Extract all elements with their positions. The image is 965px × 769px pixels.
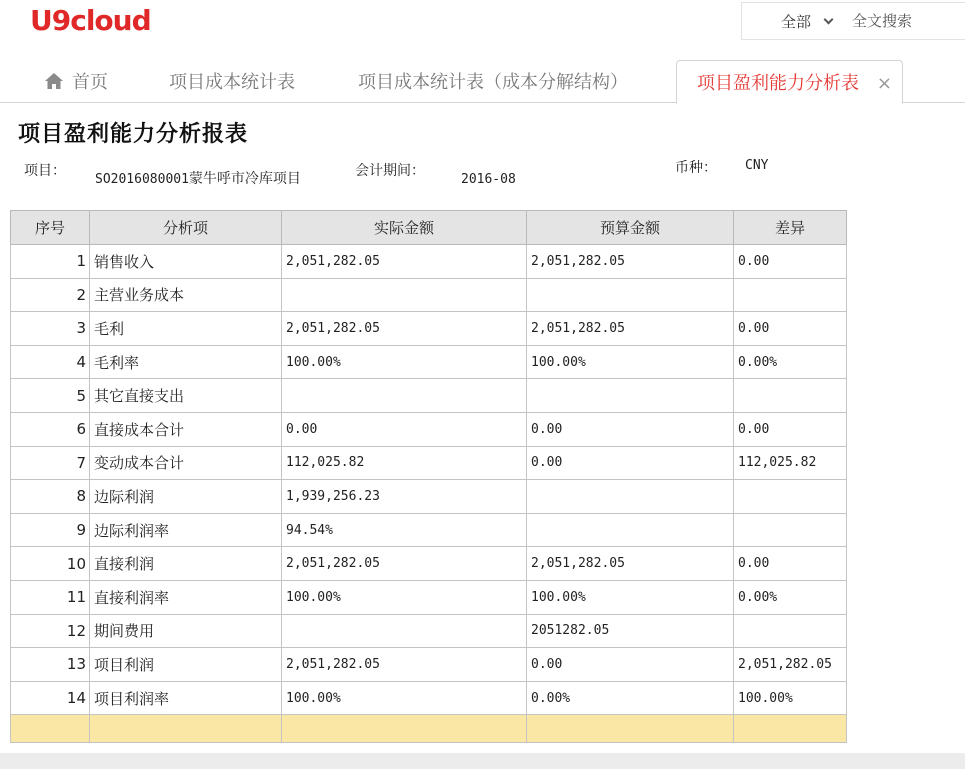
cell-variance — [734, 278, 847, 312]
cell-actual: 94.54% — [282, 513, 527, 547]
header-variance[interactable]: 差异 — [734, 211, 847, 245]
total-cell — [90, 715, 282, 743]
cell-item: 边际利润 — [90, 480, 282, 514]
cell-seq: 5 — [11, 379, 90, 413]
cell-actual: 2,051,282.05 — [282, 245, 527, 279]
cell-actual: 2,051,282.05 — [282, 547, 527, 581]
cell-budget: 0.00 — [527, 446, 734, 480]
cell-budget: 2,051,282.05 — [527, 245, 734, 279]
profitability-table — [10, 210, 847, 743]
project-label: 项目： — [24, 163, 66, 179]
header-seq[interactable]: 序号 — [11, 211, 90, 245]
cell-item: 项目利润 — [90, 648, 282, 682]
project-value — [95, 168, 301, 188]
table-row[interactable] — [11, 513, 847, 547]
home-icon — [44, 62, 64, 108]
cell-actual: 0.00 — [282, 412, 527, 446]
cell-item: 直接成本合计 — [90, 412, 282, 446]
cell-budget: 2,051,282.05 — [527, 547, 734, 581]
cell-actual — [282, 614, 527, 648]
cell-seq: 6 — [11, 412, 90, 446]
total-cell — [527, 715, 734, 743]
period-value: 2016-08 — [461, 172, 516, 187]
tab-project-profitability[interactable] — [676, 60, 903, 104]
cell-variance: 2,051,282.05 — [734, 648, 847, 682]
tab-project-profitability-label: 项目盈利能力分析表 — [697, 73, 859, 94]
project-code: SO2016080001 — [95, 172, 189, 187]
cell-actual: 100.00% — [282, 580, 527, 614]
cell-budget: 0.00 — [527, 412, 734, 446]
table-row[interactable] — [11, 278, 847, 312]
cell-item: 毛利 — [90, 312, 282, 346]
table-row[interactable] — [11, 580, 847, 614]
cell-budget — [527, 379, 734, 413]
cell-actual: 2,051,282.05 — [282, 312, 527, 346]
cell-variance — [734, 614, 847, 648]
table-row[interactable] — [11, 681, 847, 715]
cell-item: 其它直接支出 — [90, 379, 282, 413]
cell-budget: 100.00% — [527, 345, 734, 379]
cell-item: 直接利润 — [90, 547, 282, 581]
cell-budget: 2051282.05 — [527, 614, 734, 648]
table-row[interactable] — [11, 412, 847, 446]
cell-variance: 0.00 — [734, 547, 847, 581]
cell-seq: 14 — [11, 681, 90, 715]
cell-seq: 7 — [11, 446, 90, 480]
currency-value: CNY — [745, 158, 769, 173]
cell-budget: 100.00% — [527, 580, 734, 614]
cell-actual — [282, 278, 527, 312]
total-cell — [11, 715, 90, 743]
cell-variance — [734, 513, 847, 547]
cell-item: 销售收入 — [90, 245, 282, 279]
tab-home[interactable] — [44, 60, 108, 103]
cell-actual: 2,051,282.05 — [282, 648, 527, 682]
cell-item: 项目利润率 — [90, 681, 282, 715]
cell-budget — [527, 513, 734, 547]
cell-actual: 100.00% — [282, 681, 527, 715]
table-row[interactable] — [11, 648, 847, 682]
cell-seq: 13 — [11, 648, 90, 682]
table-header-row — [11, 211, 847, 245]
cell-variance: 0.00 — [734, 312, 847, 346]
total-row — [11, 715, 847, 743]
cell-budget: 2,051,282.05 — [527, 312, 734, 346]
cell-seq: 3 — [11, 312, 90, 346]
cell-budget: 0.00% — [527, 681, 734, 715]
header-actual[interactable]: 实际金额 — [282, 211, 527, 245]
cell-variance: 0.00 — [734, 412, 847, 446]
cell-item: 边际利润率 — [90, 513, 282, 547]
cell-actual: 112,025.82 — [282, 446, 527, 480]
cell-budget — [527, 480, 734, 514]
table-row[interactable] — [11, 245, 847, 279]
cell-budget: 0.00 — [527, 648, 734, 682]
cell-actual: 100.00% — [282, 345, 527, 379]
table-row[interactable] — [11, 345, 847, 379]
cell-item: 变动成本合计 — [90, 446, 282, 480]
cell-item: 直接利润率 — [90, 580, 282, 614]
table-row[interactable] — [11, 312, 847, 346]
cell-seq: 11 — [11, 580, 90, 614]
cell-variance: 0.00% — [734, 345, 847, 379]
total-cell — [282, 715, 527, 743]
table-row[interactable] — [11, 480, 847, 514]
header-item[interactable]: 分析项 — [90, 211, 282, 245]
cell-seq: 1 — [11, 245, 90, 279]
cell-item: 毛利率 — [90, 345, 282, 379]
cell-variance: 100.00% — [734, 681, 847, 715]
table-row[interactable] — [11, 379, 847, 413]
cell-seq: 12 — [11, 614, 90, 648]
total-cell — [734, 715, 847, 743]
cell-actual — [282, 379, 527, 413]
cell-variance — [734, 379, 847, 413]
search-box — [741, 2, 965, 40]
report-title: 项目盈利能力分析报表 — [18, 122, 249, 147]
cell-variance: 112,025.82 — [734, 446, 847, 480]
table-row[interactable] — [11, 614, 847, 648]
cell-actual: 1,939,256.23 — [282, 480, 527, 514]
cell-seq: 8 — [11, 480, 90, 514]
table-row[interactable] — [11, 547, 847, 581]
tab-project-cost-stats-breakdown[interactable]: 项目成本统计表（成本分解结构） — [358, 72, 628, 93]
close-icon[interactable]: × — [876, 73, 892, 94]
table-row[interactable] — [11, 446, 847, 480]
search-scope-select[interactable]: 全部 — [781, 12, 812, 31]
cell-item: 期间费用 — [90, 614, 282, 648]
currency-label: 币种： — [675, 160, 717, 176]
cell-seq: 10 — [11, 547, 90, 581]
header-budget[interactable]: 预算金额 — [527, 211, 734, 245]
u9cloud-logo: U9cloud — [30, 4, 151, 37]
cell-variance — [734, 480, 847, 514]
project-name: 蒙牛呼市冷库项目 — [188, 171, 301, 187]
cell-item: 主营业务成本 — [90, 278, 282, 312]
tab-project-cost-stats[interactable]: 项目成本统计表 — [169, 72, 295, 93]
cell-seq: 2 — [11, 278, 90, 312]
chevron-down-icon[interactable] — [824, 14, 834, 24]
bottom-scrollbar[interactable] — [0, 753, 965, 769]
search-input[interactable] — [852, 12, 952, 30]
cell-seq: 9 — [11, 513, 90, 547]
tab-home-label: 首页 — [72, 72, 108, 93]
cell-budget — [527, 278, 734, 312]
cell-variance: 0.00 — [734, 245, 847, 279]
cell-seq: 4 — [11, 345, 90, 379]
cell-variance: 0.00% — [734, 580, 847, 614]
period-label: 会计期间： — [355, 163, 425, 179]
tab-bar — [0, 60, 965, 103]
